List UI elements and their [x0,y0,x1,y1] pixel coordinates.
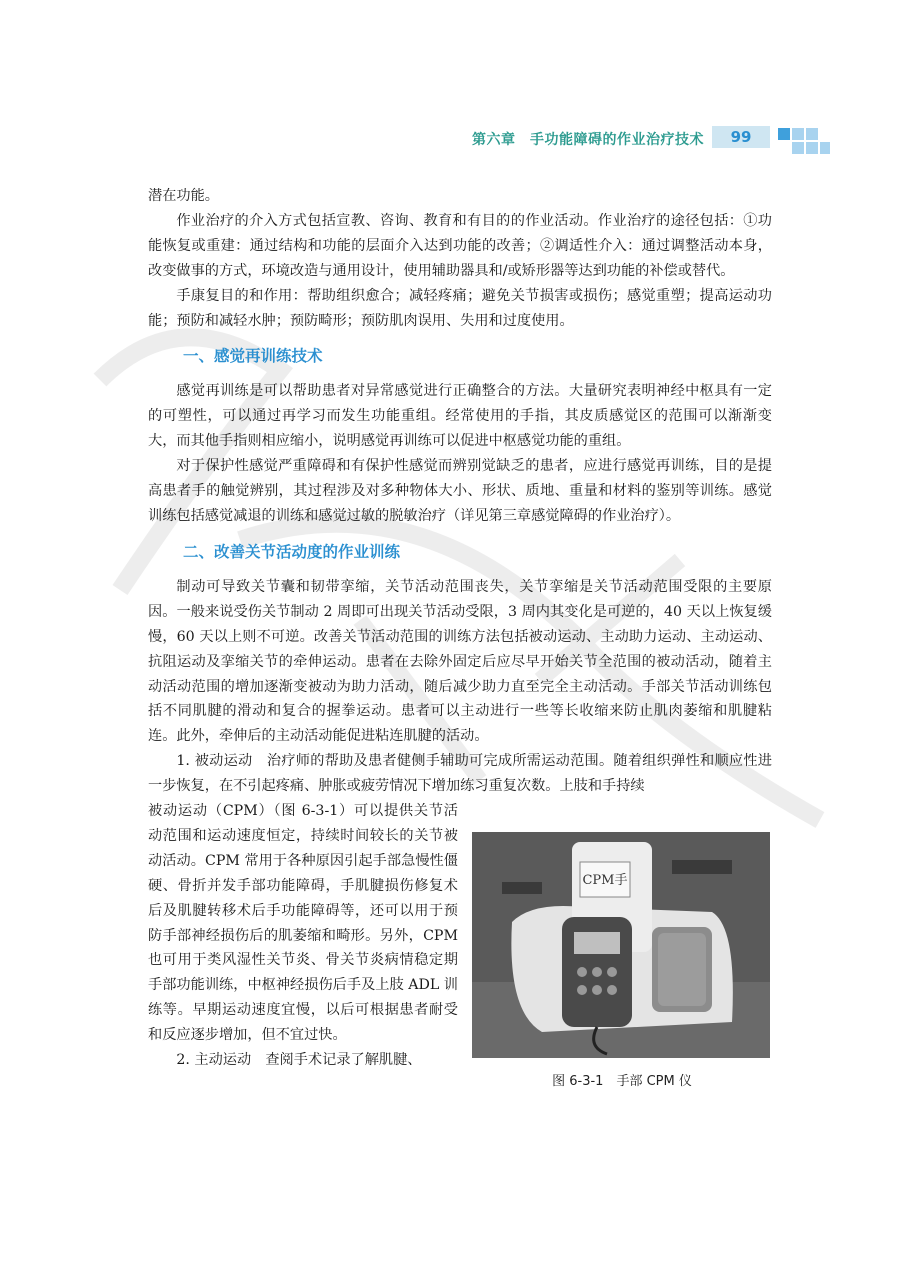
paragraph: 手康复目的和作用：帮助组织愈合；减轻疼痛；避免关节损害或损伤；感觉重塑；提高运动功能；预防和减轻水肿；预防畸形；预防肌肉误用、失用和过度使用。 [148,287,772,329]
decor-square [792,142,804,154]
device-label: CPM手 [582,873,628,889]
decor-square [792,128,804,140]
decor-square [820,142,830,154]
page-header [0,126,900,150]
decor-square [806,128,818,140]
paragraph: 潜在功能。 [148,188,219,204]
cpm-device-photo [472,832,770,1058]
chapter-title: 第六章 手功能障碍的作业治疗技术 [472,132,704,148]
section-heading: 一、感觉再训练技术 [183,347,323,366]
paragraph: 作业治疗的介入方式包括宣教、咨询、教育和有目的的作业活动。作业治疗的途径包括：①功能恢复或重建：通过结构和功能的层面介入达到功能的改善；②调适性介入：通过调整活动本身，改变做事的方式，环境改造与通用设计，使用辅助器具和/或矫形器等达到功能的补偿或替代。 [148,212,772,279]
figure-wrap [148,799,772,1090]
paragraph: 制动可导致关节囊和韧带挛缩，关节活动范围丧失，关节挛缩是关节活动范围受限的主要原因。一般来说受伤关节制动 2 周即可出现关节活动受限，3 周内其变化是可逆的，40 天以上恢复缓慢，60 天以上则不可逆。改善关节活动范围的训练方法包括被动运动、主动助力运动、主动运动、抗阻运动及挛缩关节的牵伸运动。患者在去除外固定后应尽早开始关节全范围的被动活动，随着主动活动范围的增加逐渐变被动为助力活动，随后减少助力直至完全主动活动。手部关节活动训练包括不同肌腱的滑动和复合的握拳运动。患者可以主动进行一些等长收缩来防止肌肉萎缩和肌腱粘连。此外，牵伸后的主动活动能促进粘连肌腱的活动。 [148,578,772,745]
decor-square [778,128,790,140]
paragraph: 1. 被动运动 治疗师的帮助及患者健侧手辅助可完成所需运动范围。随着组织弹性和顺应性进一步恢复，在不引起疼痛、肿胀或疲劳情况下增加练习重复次数。上肢和手持续 [148,753,772,795]
decor-square [806,142,818,154]
figure [472,832,772,1092]
paragraph: 2. 主动运动 查阅手术记录了解肌腱、 [176,1052,422,1069]
section-heading: 二、改善关节活动度的作业训练 [183,542,401,561]
paragraph: 对于保护性感觉严重障碍和有保护性感觉而辨别觉缺乏的患者，应进行感觉再训练，目的是提高患者手的触觉辨别，其过程涉及对多种物体大小、形状、质地、重量和材料的鉴别等训练。感觉训练包括感觉减退的训练和感觉过敏的脱敏治疗（详见第三章感觉障碍的作业治疗）。 [148,458,772,524]
page-body [148,184,772,1090]
paragraph: 被动运动（CPM）（图 6-3-1）可以提供关节活动范围和运动速度恒定，持续时间较长的关节被动活动。CPM 常用于各种原因引起手部急慢性僵硬、骨折并发手部功能障碍，手肌腱损伤修复术后及肌腱转移术后手功能障碍等，还可以用于预防手部神经损伤后的肌萎缩和畸形。另外，CPM 也可用于类风湿性关节炎、骨关节炎病情稳定期手部功能训练，中枢神经损伤后手及上肢 ADL 训练等。早期运动速度宜慢，以后可根据患者耐受和反应逐步增加，但不宜过快。 [148,803,458,1044]
paragraph: 感觉再训练是可以帮助患者对异常感觉进行正确整合的方法。大量研究表明神经中枢具有一定的可塑性，可以通过再学习而发生功能重组。经常使用的手指，其皮质感觉区的范围可以渐渐变大，而其他手指则相应缩小，说明感觉再训练可以促进中枢感觉功能的重组。 [148,383,772,450]
figure-caption: 图 6-3-1 手部 CPM 仪 [552,1074,692,1090]
page-number: 99 [712,126,770,148]
